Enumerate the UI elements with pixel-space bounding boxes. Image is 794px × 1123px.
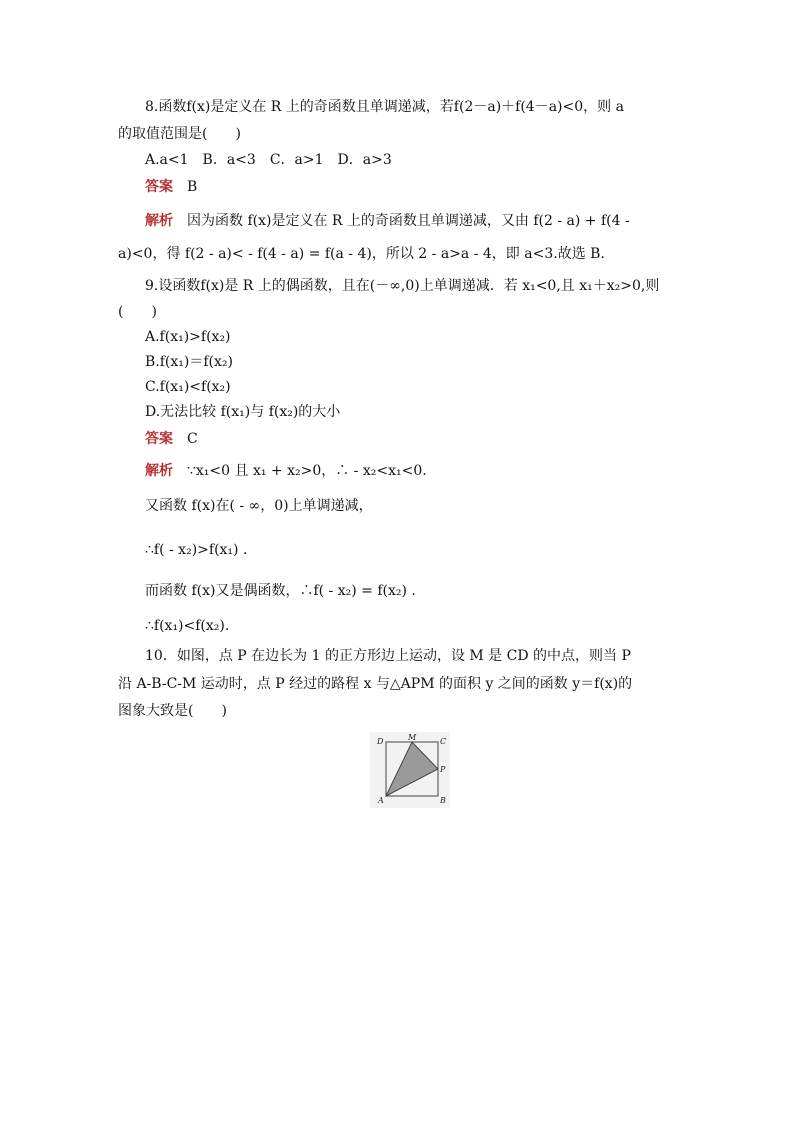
q9-stem-line2: ( ) <box>118 304 157 320</box>
q9-option-d: D.无法比较 f(x₁)与 f(x₂)的大小 <box>145 404 341 420</box>
q9-analysis-line5: ∴f(x₁)<f(x₂). <box>145 618 230 634</box>
label-c: C <box>440 737 447 746</box>
analysis-label: 解析 <box>145 463 173 479</box>
label-p: P <box>440 765 446 774</box>
q9-stem-line1: 9.设函数f(x)是 R 上的偶函数，且在(－∞,0)上单调递减．若 x₁<0,且 x₁＋x₂>0,则 <box>145 278 660 294</box>
q9-option-a: A.f(x₁)>f(x₂) <box>145 329 231 345</box>
analysis-label: 解析 <box>145 213 173 229</box>
q9-analysis-line4: 而函数 f(x)又是偶函数，∴f( - x₂) = f(x₂) . <box>145 583 416 599</box>
q8-options: A.a<1 B．a<3 C．a>1 D．a>3 <box>145 152 392 168</box>
q8-analysis-line2: a)<0，得 f(2 - a)< - f(4 - a) = f(a - 4)，所以 2 - a>a - 4，即 a<3.故选 B. <box>118 246 605 262</box>
answer-value: B <box>187 179 198 195</box>
analysis-text: 因为函数 f(x)是定义在 R 上的奇函数且单调递减，又由 f(2 - a) + f(4 - <box>187 213 630 229</box>
q9-option-b: B.f(x₁)＝f(x₂) <box>145 354 233 370</box>
label-b: B <box>440 796 446 805</box>
label-d: D <box>377 737 384 746</box>
q9-analysis-row <box>145 462 427 480</box>
label-a: A <box>378 796 384 805</box>
q9-analysis-line3: ∴f( - x₂)>f(x₁) . <box>145 542 248 558</box>
q9-option-c: C.f(x₁)<f(x₂) <box>145 379 231 395</box>
q8-analysis-row <box>145 212 630 230</box>
answer-value: C <box>187 431 198 447</box>
q10-stem-line3: 图象大致是( ) <box>118 703 227 719</box>
answer-label: 答案 <box>145 179 173 195</box>
label-m: M <box>408 733 417 742</box>
q10-stem-line1: 10．如图，点 P 在边长为 1 的正方形边上运动，设 M 是 CD 的中点，则当 P <box>145 648 631 664</box>
square-figure <box>370 732 450 808</box>
analysis-text: ∵x₁<0 且 x₁ + x₂>0，∴ - x₂<x₁<0. <box>187 463 427 479</box>
q9-answer-row <box>145 430 198 448</box>
q8-stem-line1: 8.函数f(x)是定义在 R 上的奇函数且单调递减，若f(2－a)＋f(4－a)<0，则 a <box>145 99 624 115</box>
q10-stem-line2: 沿 A-B-C-M 运动时，点 P 经过的路程 x 与△APM 的面积 y 之间的函数 y＝f(x)的 <box>118 676 633 692</box>
answer-label: 答案 <box>145 431 173 447</box>
q8-answer-row <box>145 178 197 196</box>
q8-stem-line2: 的取值范围是( ) <box>118 126 241 142</box>
q9-analysis-line2: 又函数 f(x)在( - ∞，0)上单调递减， <box>145 498 373 514</box>
